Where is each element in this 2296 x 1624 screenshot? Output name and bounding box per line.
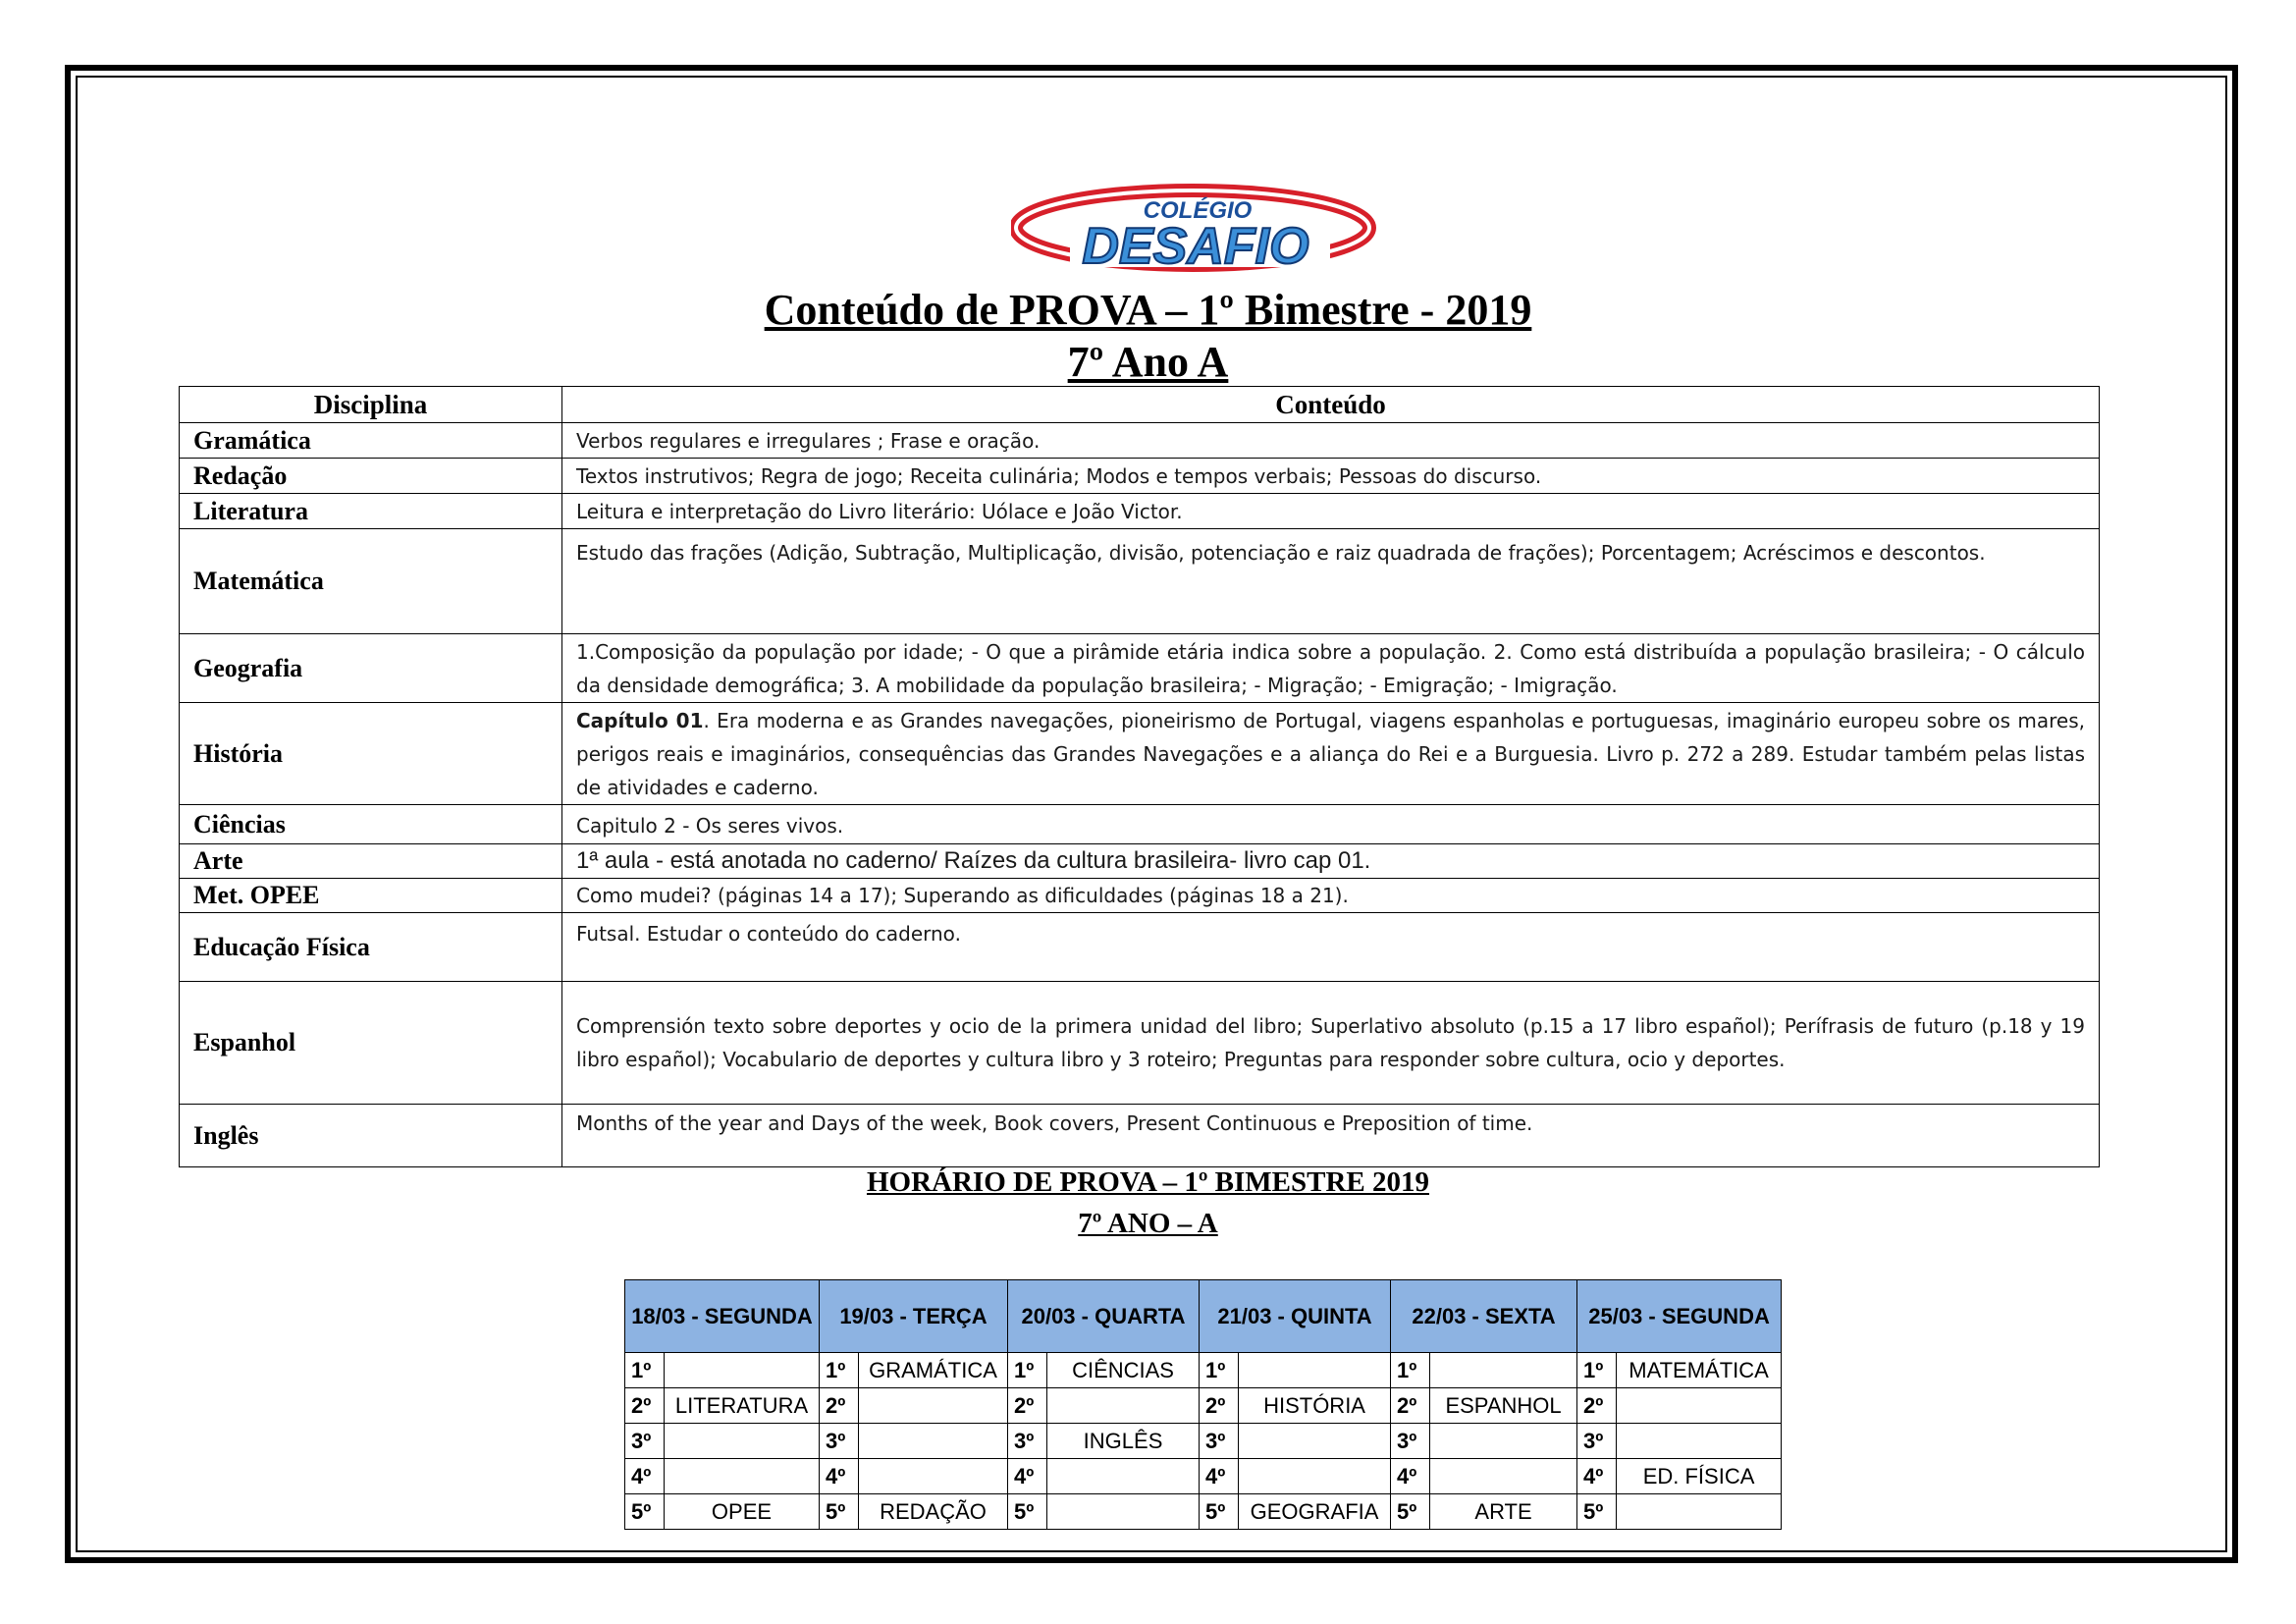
slot-number: 3º: [625, 1424, 665, 1459]
slot-subject: GEOGRAFIA: [1239, 1494, 1391, 1530]
table-row: [180, 879, 2100, 913]
slot-subject: [1430, 1424, 1577, 1459]
slot-number: 4º: [625, 1459, 665, 1494]
school-logo: [1011, 177, 1389, 285]
slot-subject: [1047, 1459, 1200, 1494]
exam-schedule-table: [624, 1279, 1782, 1530]
slot-subject: [1617, 1494, 1782, 1530]
schedule-row: [625, 1388, 1782, 1424]
discipline-cell: Met. OPEE: [180, 879, 562, 913]
slot-number: 1º: [625, 1353, 665, 1388]
slot-number: 4º: [1008, 1459, 1047, 1494]
column-header-content: Conteúdo: [562, 387, 2100, 423]
content-table-header: [180, 387, 2100, 423]
day-header: 18/03 - SEGUNDA: [625, 1280, 820, 1353]
chapter-label: Capítulo 01: [576, 708, 704, 732]
slot-subject: ARTE: [1430, 1494, 1577, 1530]
schedule-row: [625, 1424, 1782, 1459]
slot-number: 4º: [1391, 1459, 1430, 1494]
discipline-cell: Gramática: [180, 423, 562, 459]
slot-subject: [1430, 1353, 1577, 1388]
slot-subject: [859, 1424, 1008, 1459]
content-cell: Futsal. Estudar o conteúdo do caderno.: [562, 913, 2100, 982]
schedule-row: [625, 1353, 1782, 1388]
content-cell: Como mudei? (páginas 14 a 17); Superando as dificuldades (páginas 18 a 21).: [562, 879, 2100, 913]
slot-subject: [1617, 1388, 1782, 1424]
slot-number: 5º: [1008, 1494, 1047, 1530]
slot-subject: [1239, 1459, 1391, 1494]
content-cell: Textos instrutivos; Regra de jogo; Receita culinária; Modos e tempos verbais; Pessoas do discurso.: [562, 459, 2100, 494]
slot-number: 1º: [1577, 1353, 1617, 1388]
schedule-title: HORÁRIO DE PROVA – 1º BIMESTRE 2019: [866, 1166, 1429, 1198]
slot-number: 3º: [1200, 1424, 1239, 1459]
discipline-cell: Literatura: [180, 494, 562, 529]
slot-subject: ED. FÍSICA: [1617, 1459, 1782, 1494]
table-row: [180, 982, 2100, 1105]
slot-number: 2º: [1200, 1388, 1239, 1424]
slot-subject: [1047, 1388, 1200, 1424]
slot-subject: [1430, 1459, 1577, 1494]
day-header: 20/03 - QUARTA: [1008, 1280, 1200, 1353]
slot-number: 1º: [820, 1353, 859, 1388]
day-header: 21/03 - QUINTA: [1200, 1280, 1391, 1353]
slot-subject: MATEMÁTICA: [1617, 1353, 1782, 1388]
schedule-row: [625, 1459, 1782, 1494]
content-cell: Capitulo 2 - Os seres vivos.: [562, 805, 2100, 844]
slot-number: 1º: [1008, 1353, 1047, 1388]
slot-number: 2º: [1391, 1388, 1430, 1424]
table-row: [180, 844, 2100, 879]
table-row: [180, 1105, 2100, 1167]
slot-number: 4º: [1577, 1459, 1617, 1494]
slot-subject: LITERATURA: [665, 1388, 820, 1424]
table-row: [180, 459, 2100, 494]
slot-number: 5º: [1200, 1494, 1239, 1530]
discipline-cell: Matemática: [180, 529, 562, 634]
slot-number: 3º: [1577, 1424, 1617, 1459]
content-cell: Estudo das frações (Adição, Subtração, Multiplicação, divisão, potenciação e raiz quadrada de frações); Porcentagem; Acréscimos e descontos.: [562, 529, 2100, 634]
class-title: 7º Ano A: [1067, 338, 1229, 386]
slot-number: 5º: [820, 1494, 859, 1530]
logo-top-text: COLÉGIO: [1143, 197, 1253, 224]
content-table: [179, 386, 2100, 1167]
slot-subject: HISTÓRIA: [1239, 1388, 1391, 1424]
slot-number: 3º: [1391, 1424, 1430, 1459]
slot-number: 4º: [820, 1459, 859, 1494]
discipline-cell: Educação Física: [180, 913, 562, 982]
slot-subject: [1047, 1494, 1200, 1530]
discipline-cell: Espanhol: [180, 982, 562, 1105]
slot-number: 3º: [1008, 1424, 1047, 1459]
slot-subject: [665, 1424, 820, 1459]
slot-subject: INGLÊS: [1047, 1424, 1200, 1459]
table-row: [180, 913, 2100, 982]
slot-number: 5º: [1577, 1494, 1617, 1530]
content-cell: Verbos regulares e irregulares ; Frase e oração.: [562, 423, 2100, 459]
discipline-cell: Inglês: [180, 1105, 562, 1167]
slot-number: 2º: [625, 1388, 665, 1424]
content-cell: Comprensión texto sobre deportes y ocio de la primera unidad del libro; Superlativo absoluto (p.15 a 17 libro español); Perífrasis de futuro (p.18 y 19 libro español); Vocabulario de deportes y cultura libro y 3 roteiro; Preguntas para responder sobre cultura, ocio y deportes.: [562, 982, 2100, 1105]
slot-subject: [665, 1459, 820, 1494]
logo-main-text: DESAFIO: [1082, 218, 1309, 275]
content-cell: 1.Composição da população por idade; - O que a pirâmide etária indica sobre a população. 2. Como está distribuída a população brasileira; - O cálculo da densidade demográfica; 3. A mobilidade da população brasileira; - Migração; - Emigração; - Imigração.: [562, 634, 2100, 703]
page-title: Conteúdo de PROVA – 1º Bimestre - 2019: [764, 286, 1532, 334]
table-row: [180, 634, 2100, 703]
slot-subject: [1239, 1353, 1391, 1388]
discipline-cell: Geografia: [180, 634, 562, 703]
table-row: [180, 703, 2100, 805]
schedule-row: [625, 1494, 1782, 1530]
schedule-class: 7º ANO – A: [1078, 1208, 1218, 1239]
day-header: 25/03 - SEGUNDA: [1577, 1280, 1782, 1353]
content-cell: [562, 703, 2100, 805]
table-row: [180, 529, 2100, 634]
slot-subject: ESPANHOL: [1430, 1388, 1577, 1424]
slot-number: 1º: [1200, 1353, 1239, 1388]
slot-number: 4º: [1200, 1459, 1239, 1494]
discipline-cell: Redação: [180, 459, 562, 494]
slot-subject: [859, 1459, 1008, 1494]
slot-number: 5º: [625, 1494, 665, 1530]
content-cell: 1ª aula - está anotada no caderno/ Raízes da cultura brasileira- livro cap 01.: [562, 844, 2100, 879]
slot-subject: [665, 1353, 820, 1388]
slot-number: 2º: [820, 1388, 859, 1424]
schedule-header-row: [625, 1280, 1782, 1353]
chapter-text: . Era moderna e as Grandes navegações, pioneirismo de Portugal, viagens espanholas e portuguesas, imaginário europeu sobre os mares, perigos reais e imaginários, consequências das Grandes Navegações e a aliança do Rei e a Burguesia. Livro p. 272 a 289. Estudar também pelas listas de atividades e caderno.: [576, 708, 2085, 799]
table-row: [180, 494, 2100, 529]
discipline-cell: Arte: [180, 844, 562, 879]
slot-subject: OPEE: [665, 1494, 820, 1530]
column-header-discipline: Disciplina: [180, 387, 562, 423]
slot-number: 1º: [1391, 1353, 1430, 1388]
slot-subject: [859, 1388, 1008, 1424]
slot-subject: REDAÇÃO: [859, 1494, 1008, 1530]
table-row: [180, 805, 2100, 844]
content-cell: Leitura e interpretação do Livro literário: Uólace e João Victor.: [562, 494, 2100, 529]
table-row: [180, 423, 2100, 459]
discipline-cell: Ciências: [180, 805, 562, 844]
slot-subject: [1239, 1424, 1391, 1459]
content-cell: Months of the year and Days of the week, Book covers, Present Continuous e Preposition of time.: [562, 1105, 2100, 1167]
day-header: 22/03 - SEXTA: [1391, 1280, 1577, 1353]
slot-number: 3º: [820, 1424, 859, 1459]
slot-number: 5º: [1391, 1494, 1430, 1530]
slot-number: 2º: [1577, 1388, 1617, 1424]
slot-subject: CIÊNCIAS: [1047, 1353, 1200, 1388]
slot-number: 2º: [1008, 1388, 1047, 1424]
discipline-cell: História: [180, 703, 562, 805]
slot-subject: GRAMÁTICA: [859, 1353, 1008, 1388]
slot-subject: [1617, 1424, 1782, 1459]
day-header: 19/03 - TERÇA: [820, 1280, 1008, 1353]
